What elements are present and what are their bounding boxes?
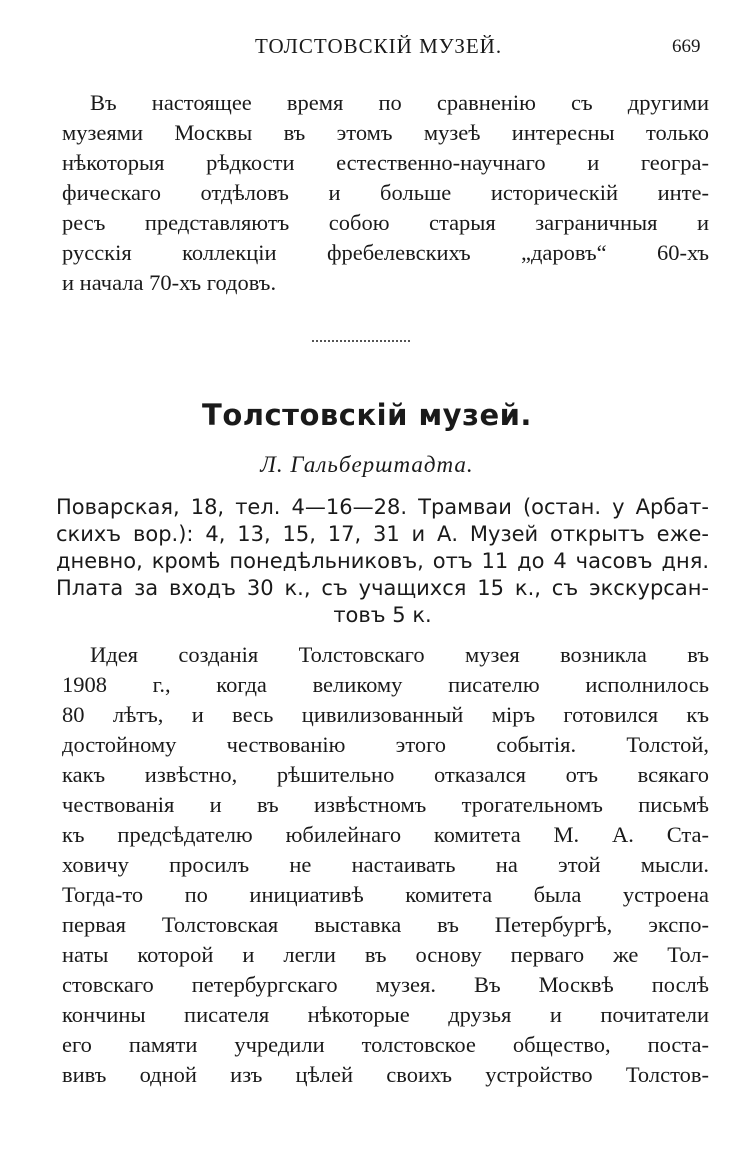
- body-line: вивъ одной изъ цѣлей своихъ устройство Толстов-: [62, 1062, 709, 1087]
- body-line: первая Толстовская выставка въ Петербургѣ, экспо-: [62, 912, 709, 937]
- intro-line: ресъ представляютъ собою старыя заграничныя и: [62, 210, 709, 235]
- intro-line: Въ настоящее время по сравненію съ другими: [90, 90, 709, 115]
- info-line: Поварская, 18, тел. 4—16—28. Трамваи (остан. у Арбат-: [56, 495, 709, 519]
- body-line: кончины писателя нѣкоторые друзья и почитатели: [62, 1002, 709, 1027]
- section-separator: [312, 340, 410, 344]
- intro-line: русскія коллекціи фребелевскихъ „даровъ“ 60-хъ: [62, 240, 709, 265]
- info-line: Плата за входъ 30 к., съ учащихся 15 к., съ экскурсан-: [56, 576, 709, 600]
- section-author: Л. Гальберштадта.: [260, 452, 474, 477]
- intro-line: нѣкоторыя рѣдкости естественно-научнаго и геогра-: [62, 150, 709, 175]
- body-line: Тогда-то по инициативѣ комитета была устроена: [62, 882, 709, 907]
- body-line: достойному чествованію этого событія. Толстой,: [62, 732, 709, 757]
- info-line: товъ 5 к.: [333, 603, 432, 627]
- body-line: какъ извѣстно, рѣшительно отказался отъ всякаго: [62, 762, 709, 787]
- page-number: 669: [672, 36, 701, 57]
- body-line: чествованія и въ извѣстномъ трогательномъ письмѣ: [62, 792, 709, 817]
- museum-info: [56, 494, 709, 629]
- body-line: его памяти учредили толстовское общество, поста-: [62, 1032, 709, 1057]
- body-line: Идея созданія Толстовскаго музея возникла въ: [90, 642, 709, 667]
- running-header: [0, 34, 734, 66]
- body-line: стовскаго петербургскаго музея. Въ Москвѣ послѣ: [62, 972, 709, 997]
- body-line: ховичу просилъ не настаивать на этой мысли.: [62, 852, 709, 877]
- intro-line: и начала 70-хъ годовъ.: [62, 270, 277, 295]
- main-paragraph: [62, 640, 709, 1090]
- intro-paragraph: [62, 88, 709, 298]
- section-title: Толстовскій музей.: [202, 398, 532, 432]
- body-line: къ предсѣдателю юбилейнаго комитета М. А. Ста-: [62, 822, 709, 847]
- body-line: 1908 г., когда великому писателю исполнилось: [62, 672, 709, 697]
- info-line: дневно, кромѣ понедѣльниковъ, отъ 11 до 4 часовъ дня.: [56, 549, 709, 573]
- body-line: 80 лѣтъ, и весь цивилизованный міръ готовился къ: [62, 702, 709, 727]
- body-line: наты которой и легли въ основу перваго же Тол-: [62, 942, 709, 967]
- intro-line: музеями Москвы въ этомъ музеѣ интересны только: [62, 120, 709, 145]
- intro-line: фическаго отдѣловъ и больше историческій инте-: [62, 180, 709, 205]
- running-title: ТОЛСТОВСКIЙ МУЗЕЙ.: [255, 34, 503, 58]
- info-line: скихъ вор.): 4, 13, 15, 17, 31 и А. Музей открытъ еже-: [56, 522, 709, 546]
